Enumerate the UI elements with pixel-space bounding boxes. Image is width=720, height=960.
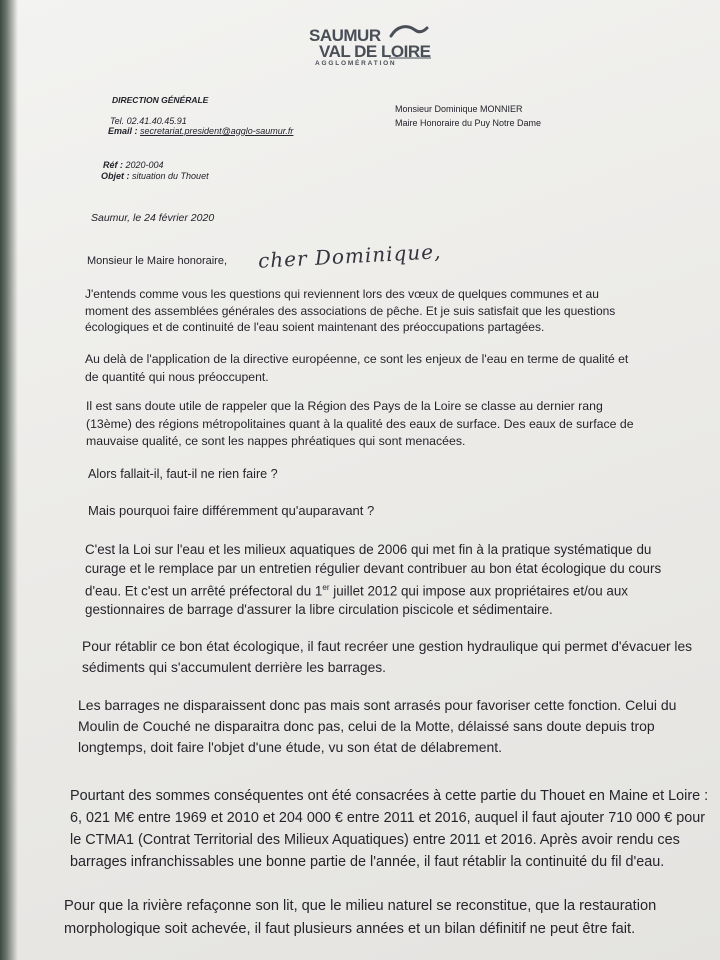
objet-label: Objet : [101, 171, 130, 181]
email-link[interactable]: secretariat.president@agglo-saumur.fr [140, 126, 294, 136]
superscript: er [322, 583, 330, 592]
logo-saumur-text: SAUMUR [309, 26, 381, 45]
handwritten-note: cher Dominique, [257, 239, 442, 273]
paragraph-10 [64, 895, 720, 941]
line-part: d'eau. Et c'est un arrêté préfectoral du 1 [85, 583, 323, 599]
paragraph-line: écologiques et de continuité de l'eau soient maintenant des préoccupations partagées. [85, 320, 545, 334]
paragraph-2 [85, 350, 690, 386]
paragraph-question-1: Alors fallait-il, faut-il ne rien faire ? [88, 467, 278, 481]
paragraph-line: barrages infranchissables une bonne partie de l'année, il faut rétablir la continuité du fil d'eau. [70, 854, 665, 870]
paragraph-9 [70, 785, 720, 873]
saumur-val-de-loire-logo [305, 22, 435, 74]
paragraph-7 [82, 636, 712, 678]
page-edge-shadow [0, 0, 18, 960]
recipient-title: Maire Honoraire du Puy Notre Dame [395, 118, 542, 128]
email-label: Email : [108, 126, 138, 136]
salutation: Monsieur le Maire honoraire, [87, 255, 228, 267]
paragraph-question-2: Mais pourquoi faire différemment qu'auparavant ? [88, 503, 375, 518]
sender-phone: Tel. 02.41.40.45.91 [110, 116, 187, 126]
recipient-name: Monsieur Dominique MONNIER [395, 104, 523, 114]
paragraph-line: sédiments qui s'accumulent derrière les barrages. [82, 660, 387, 675]
paragraph-3 [86, 398, 696, 451]
logo-val-de-loire-text: VAL DE LOIRE [319, 42, 431, 61]
objet-value: situation du Thouet [132, 171, 209, 181]
paragraph-line: de quantité qui nous préoccupent. [85, 370, 269, 384]
paragraph-line [85, 578, 710, 600]
letter-date: Saumur, le 24 février 2020 [91, 212, 215, 224]
paragraph-line: Pour que la rivière refaçonne son lit, que le milieu naturel se reconstitue, que la restauration [64, 898, 657, 914]
paragraph-line: Il est sans doute utile de rappeler que la Région des Pays de la Loire se classe au dernier rang [86, 399, 603, 413]
paragraph-line: curage et le remplace par un entretien régulier devant contribuer au bon état écologique du cours [85, 561, 662, 576]
ref-label: Réf : [103, 160, 123, 170]
sender-department: DIRECTION GÉNÉRALE [112, 95, 209, 105]
objet-line [101, 171, 209, 182]
paragraph-line: Au delà de l'application de la directive européenne, ce sont les enjeux de l'eau en terme de qualité et [85, 352, 629, 366]
paragraph-line: 6, 021 M€ entre 1969 et 2010 et 204 000 € entre 2011 et 2016, auquel il faut ajouter 710 000 € pour [70, 810, 706, 826]
paragraph-line: Les barrages ne disparaissent donc pas mais sont arrasés pour favoriser cette fonction. Celui du [78, 697, 677, 713]
paragraph-line: (13ème) des régions métropolitaines quant à la qualité des eaux de surface. Des eaux de surface de [86, 416, 634, 431]
paragraph-line: le CTMA1 (Contrat Territorial des Milieux Aquatiques) entre 2011 et 2016. Après avoir rendu ces [70, 832, 680, 848]
paragraph-line: Pour rétablir ce bon état écologique, il faut recréer une gestion hydraulique qui permet d'évacuer les [82, 639, 693, 654]
paragraph-6 [85, 540, 710, 619]
paragraph-line: longtemps, doit faire l'objet d'une étude, vu son état de délabrement. [78, 739, 503, 755]
reference-line [103, 160, 164, 171]
sender-email-line [108, 126, 293, 137]
paragraph-line: J'entends comme vous les questions qui reviennent lors des vœux de quelques communes et au [85, 287, 599, 301]
paragraph-1 [85, 286, 685, 336]
paragraph-8 [78, 695, 718, 758]
ref-value: 2020-004 [125, 160, 164, 170]
paragraph-line: gestionnaires de barrage d'assurer la libre circulation piscicole et sédimentaire. [85, 602, 553, 618]
paragraph-line: mauvaise qualité, ce sont les nappes phréatiques qui sont menacées. [86, 434, 466, 448]
paragraph-line: C'est la Loi sur l'eau et les milieux aquatiques de 2006 qui met fin à la pratique systématique du [85, 542, 652, 557]
paragraph-line: morphologique soit achevée, il faut plusieurs années et un bilan définitif ne peut être fait. [64, 921, 636, 937]
line-part: juillet 2012 qui impose aux propriétaires et/ou aux [329, 583, 629, 599]
paragraph-line: Moulin de Couché ne disparaitra donc pas, celui de la Motte, délaissé sans doute depuis trop [78, 718, 655, 734]
paragraph-line: Pourtant des sommes conséquentes ont été consacrées à cette partie du Thouet en Maine et Loire : [70, 788, 709, 804]
paragraph-line: moment des assemblées générales des associations de pêche. Et je suis satisfait que les questions [85, 303, 616, 318]
logo-agglomeration-text: AGGLOMÉRATION [315, 60, 397, 67]
